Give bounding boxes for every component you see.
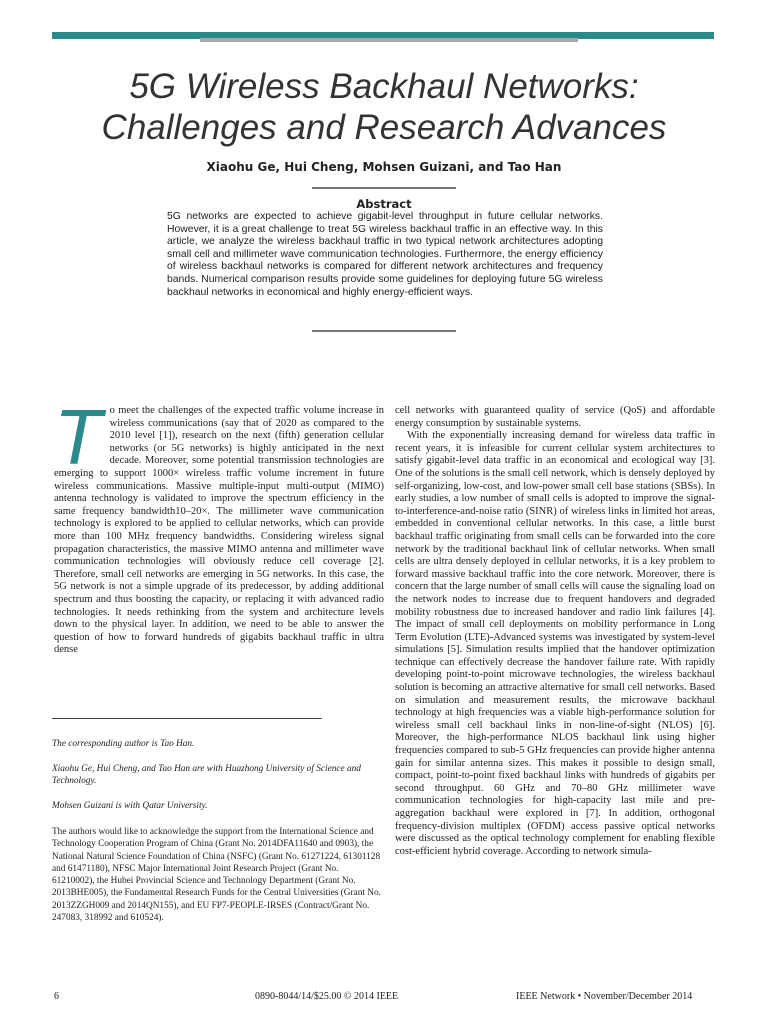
abstract-bottom-rule (312, 330, 456, 332)
page-number: 6 (54, 991, 59, 1002)
title-line-2: Challenges and Research Advances (101, 108, 667, 147)
title-line-1: 5G Wireless Backhaul Networks: (129, 67, 639, 106)
footnote-affiliation-1: Xiaohu Ge, Hui Cheng, and Tao Han are with Huazhong University of Science and Technology. (52, 764, 361, 787)
paragraph-backhaul: With the exponentially increasing demand for wireless data traffic in recent years, it is infeasible for current cellular system architectures to satisfy gigabit-level data traffic in an economical and ecological way [3]. One of the solutions is the small cell network, which is densely deployed by self-organizing, low-cost, and low-power small cell base stations (SBSs). In early studies, a low number of small cells is adopted to improve the signal-to-interference-and-noise ratio (SINR) of wireless links in limited hot areas, embedded in conventional cellular networks. In this case, a little burst backhaul traffic originating from small cells can be forwarded into the core network by the traditional backhaul link of cellular networks. When small cells are ultra densely deployed in cellular networks, it is a key problem to forward massive backhaul traffic into the core network. Moreover, there is concern that the large number of small cells will cause the signaling load on the network nodes to increase due to frequent handovers and degraded mobility robustness due to increased handover and radio link failures [4]. The impact of small cell deployments on mobility performance in Long Term Evolution (LTE)-Advanced systems was investigated by system-level simulations [5]. Simulation results implied that the handover optimization technique can effectively decrease the handover failure rate. With rapidly developing point-to-point microwave technologies, the wireless backhaul solution is becoming an attractive alternative for small cell networks. Based on simulation and measurement results, the microwave backhaul technology at high frequencies was a viable high-performance solution for wireless small cell backhaul links in non-line-of-sight (NLOS) [6]. Moreover, the high-performance NLOS backhaul link using higher frequencies compared to sub-5 GHz frequencies can provide higher antenna gain for similar antenna sizes. This makes it possible to design small, compact, point-to-point fixed backhaul links with hundreds of gigabits per second throughput. 60 GHz and 70–80 GHz millimeter wave communication technologies for high-capacity last mile and pre-aggregation backhaul were explored in [7]. In addition, orthogonal frequency-division multiplex (OFDM) access passive optical networks were discussed as the optical technology complement for enabling flexible cost-efficient hybrid coverage. According to network simula- (395, 430, 715, 857)
footnote-acknowledgment: The authors would like to acknowledge the support from the International Science and Technology Cooperation Program of China (Grant No. 2014DFA11640 and 0903), the National Natural Science Foundation of China (NSFC) (Grant No. 61271224, 61301128 and 61471180), NFSC Major International Joint Research Project (Grant No. 61210002), the Hubei Provincial Science and Technology Department (Grant No. 2013BHE005), the Fundamental Research Funds for the Central Universities (Grant No. 2013ZZGH009 and 2014QN155), and EU FP7-PEOPLE-IRSES (Contract/Grant No. 247083, 318992 and 610524). (52, 827, 381, 924)
journal-issue: IEEE Network • November/December 2014 (516, 991, 693, 1002)
author-list: Xiaohu Ge, Hui Cheng, Mohsen Guizani, and Tao Han (206, 160, 562, 174)
body-column-right (395, 405, 715, 858)
footnote-affiliation-2: Mohsen Guizani is with Qatar University. (52, 801, 208, 811)
paragraph-continued: cell networks with guaranteed quality of service (QoS) and affordable energy consumption by sustainable systems. (395, 405, 715, 429)
header-gray-bar (200, 38, 578, 42)
body-column-left (54, 393, 384, 657)
abstract-top-rule (312, 187, 456, 189)
article-title (40, 66, 728, 148)
abstract-text: 5G networks are expected to achieve gigabit-level throughput in future cellular networks. However, it is a great challenge to treat 5G wireless backhaul traffic in an effective way. In this article, we analyze the wireless backhaul traffic in two typical network architectures adopting small cell and millimeter wave communication technologies. Furthermore, the energy efficiency of wireless backhaul networks is compared for different network architectures and frequency bands. Numerical comparison results provide some guidelines for deploying future 5G wireless backhaul networks in economical and highly energy-efficient ways. (167, 211, 603, 298)
footnote-corresponding-author: The corresponding author is Tao Han. (52, 739, 195, 749)
drop-cap: T (54, 393, 102, 481)
abstract-heading: Abstract (356, 197, 412, 211)
copyright-line: 0890-8044/14/$25.00 © 2014 IEEE (255, 991, 399, 1002)
intro-paragraph: o meet the challenges of the expected traffic volume increase in wireless communications (say that of 2020 as compared to the 2010 level [1]), research on the next (fifth) generation cellular networks (or 5G networks) is highly anticipated in the next decade. Moreover, some potential transmission technologies are emerging to support 1000× wireless traffic volume increment in future wireless communications. Massive multiple-input multi-output (MIMO) antenna technology is validated to improve the spectrum efficiency in the same frequency bandwidth10–20×. The millimeter wave communication technology is explored to be applied to cellular networks, which can provide more than 100 MHz frequency bandwidths. Considering wireless signal propagation characteristics, the massive MIMO antenna and millimeter wave communication technologies will obviously reduce cell coverage [2]. Therefore, small cell networks are emerging in 5G networks. In this case, the 5G network is not a simple upgrade of its predecessor, by adding additional spectrum and thus boosting the capacity, or replacing it with advanced radio technologies. It needs rethinking from the system and architecture levels down to the physical layer. In addition, we need to be able to answer the question of how to forward hundreds of gigabits backhaul traffic in ultra dense (54, 405, 384, 656)
footnote-rule (52, 718, 322, 719)
